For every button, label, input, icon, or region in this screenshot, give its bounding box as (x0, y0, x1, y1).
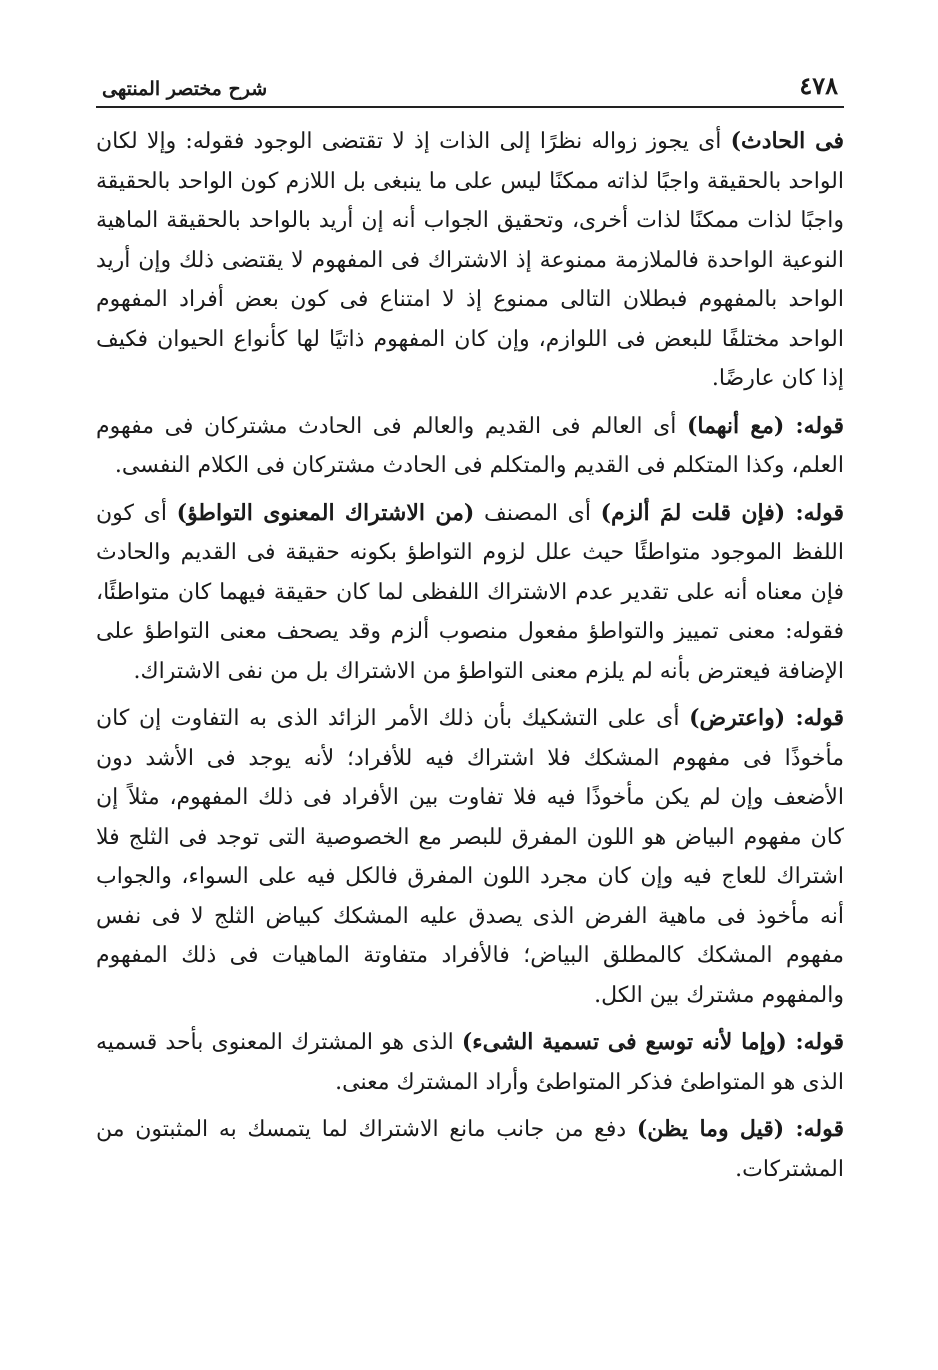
paragraph-text: الذى هو المشترك المعنوى بأحد قسميه الذى هو المتواطئ فذكر المتواطئ وأراد المشترك معنى. (96, 1030, 844, 1095)
paragraph-5 (96, 1023, 844, 1102)
paragraph-lemma: (قيل وما يظن) (636, 1116, 785, 1142)
page-number: ٤٧٨ (799, 71, 838, 100)
paragraph-3 (96, 494, 844, 692)
paragraph-text: دفع من جانب مانع الاشتراك لما يتمسك به المثبتون من المشتركات. (96, 1117, 844, 1182)
paragraph-lemma: (واعترض) (689, 705, 786, 731)
document-page (96, 60, 844, 1197)
paragraph-text: أى على التشكيك بأن ذلك الأمر الزائد الذى به التفاوت إن كان مأخوذًا فى مفهوم المشكك فلا اشتراك فيه للأفراد؛ لأنه يوجد فى الأشد دون الأضعف وإن لم يكن مأخوذًا فيه فلا تفاوت بين الأفراد فى ذلك المفهوم، مثلاً إن كان مفهوم البياض هو اللون المفرق للبصر مع الخصوصية التى توجد فى الثلج فلا اشتراك للعاج فيه وإن كان مجرد اللون المفرق فالكل فيه على السواء، والجواب أنه مأخوذ فى ماهية الفرض الذى يصدق عليه المشكك كبياض الثلج لا فى نفس مفهوم المشكك كالمطلق البياض؛ فالأفراد متفاوتة الماهيات فى ذلك المفهوم والمفهوم مشترك بين الكل. (96, 706, 845, 1008)
paragraph-text: أى يجوز زواله نظرًا إلى الذات إذ لا تقتضى الوجود فقوله: وإلا لكان الواحد بالحقيقة واجبًا لذاته ممكنًا ليس على ما ينبغى بل اللازم كون الواحد بالحقيقة واجبًا لذات ممكنًا لذات أخرى، وتحقيق الجواب أنه إن أريد بالواحد بالحقيقة الماهية النوعية الواحدة فالملازمة ممنوعة إذ الاشتراك فى المفهوم لا يقتضى ذلك وإن أريد الواحد بالمفهوم فبطلان التالى ممنوع إذ لا امتناع فى كون بعض أفراد المفهوم الواحد مختلفًا للبعض فى اللوازم، وإن كان المفهوم ذاتيًا لها كأنواع الحيوان فكيف إذا كان عارضًا. (96, 129, 844, 391)
paragraph-lemma: (فإن قلت لمَ ألزم) (600, 499, 786, 526)
paragraph-keyword: قوله: (786, 1029, 845, 1055)
paragraph-keyword: قوله: (785, 705, 844, 731)
header-divider (96, 106, 844, 108)
paragraph-lemma-second: (من الاشتراك المعنوى التواطؤ) (176, 499, 475, 526)
paragraph-lemma: (وإما لأنه توسع فى تسمية الشىء) (461, 1029, 787, 1055)
paragraph-text: أى المصنف (474, 500, 601, 526)
paragraph-1 (96, 122, 844, 399)
paragraph-2 (96, 407, 844, 486)
paragraph-lemma: فى الحادث) (730, 128, 844, 154)
page-header (96, 60, 844, 100)
paragraph-text: أى العالم فى القديم والعالم فى الحادث مشتركان فى مفهوم العلم، وكذا المتكلم فى القديم والمتكلم فى الحادث مشتركان فى الكلام النفسى. (96, 413, 844, 478)
paragraph-text-second: أى كون اللفظ الموجود متواطئًا حيث علل لزوم التواطؤ بكونه حقيقة فى القديم والحادث فإن معناه أنه على تقدير عدم الاشتراك اللفظى لما كان حقيقة فيهما كان متواطئًا، فقوله: معنى تمييز والتواطؤ مفعول منصوب ألزم وقد يصحف معنى التواطؤ على الإضافة فيعترض بأنه لم يلزم معنى التواطؤ من الاشتراك بل من نفى الاشتراك. (96, 500, 844, 684)
paragraph-keyword: قوله: (784, 1116, 844, 1142)
paragraph-4 (96, 699, 844, 1015)
paragraph-lemma: (مع أنهما) (686, 412, 785, 439)
paragraph-6 (96, 1110, 844, 1189)
paragraph-keyword: قوله: (784, 412, 844, 439)
paragraph-keyword: قوله: (785, 499, 844, 526)
running-title: شرح مختصر المنتهى (102, 78, 268, 100)
